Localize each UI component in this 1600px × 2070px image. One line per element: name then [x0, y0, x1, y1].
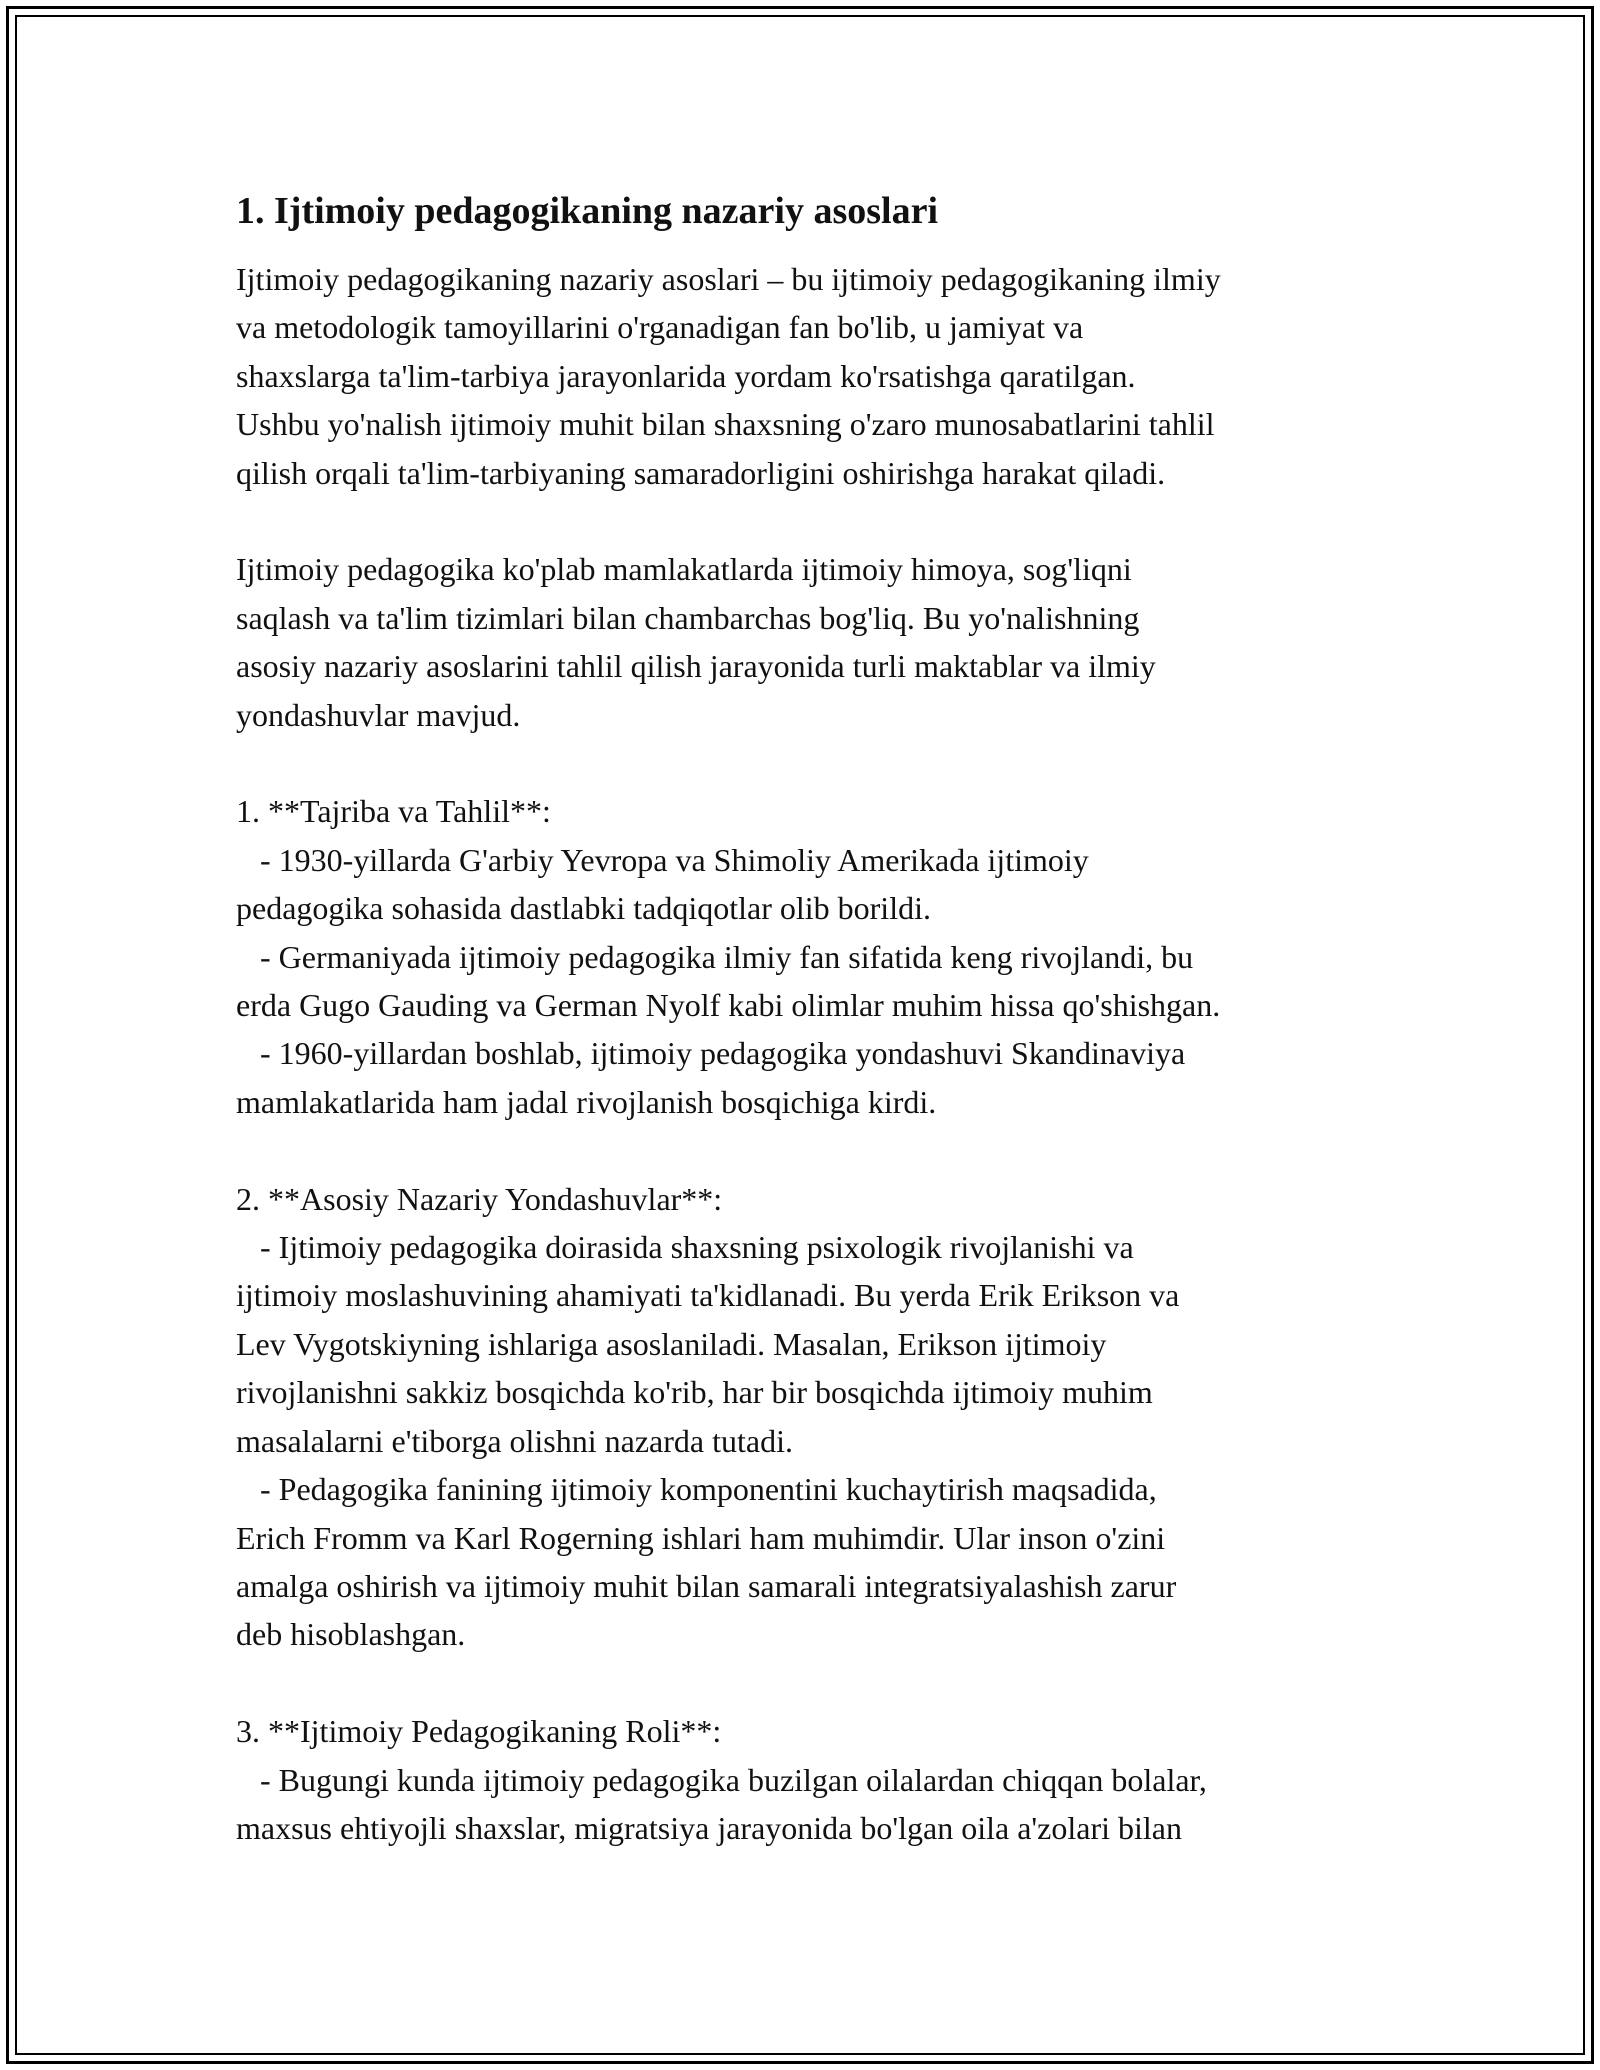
list-item-line: - Ijtimoiy pedagogika doirasida shaxsning psixologik rivojlanishi va: [236, 1229, 1134, 1266]
list-item-line: - 1960-yillardan boshlab, ijtimoiy pedagogika yondashuvi Skandinaviya: [236, 1035, 1186, 1072]
section-asosiy-nazariy-yondashuvlar: [236, 1175, 1416, 1659]
list-item-line: Lev Vygotskiyning ishlariga asoslaniladi. Masalan, Erikson ijtimoiy: [236, 1325, 1107, 1362]
list-item-line: - Germaniyada ijtimoiy pedagogika ilmiy fan sifatida keng rivojlandi, bu: [236, 938, 1194, 975]
list-item-line: - Bugungi kunda ijtimoiy pedagogika buzilgan oilalardan chiqqan bolalar,: [236, 1761, 1207, 1798]
list-item-line: rivojlanishni sakkiz bosqichda ko'rib, har bir bosqichda ijtimoiy muhim: [236, 1374, 1153, 1411]
list-item-line: pedagogika sohasida dastlabki tadqiqotlar olib borildi.: [236, 890, 931, 927]
section-tajriba-va-tahlil: [236, 787, 1416, 1126]
document-body: [236, 185, 1416, 1901]
list-item-line: - 1930-yillarda G'arbiy Yevropa va Shimoliy Amerikada ijtimoiy: [236, 841, 1089, 878]
text-line: yondashuvlar mavjud.: [236, 696, 521, 733]
text-line: Ushbu yo'nalish ijtimoiy muhit bilan shaxsning o'zaro munosabatlarini tahlil: [236, 406, 1215, 443]
text-line: qilish orqali ta'lim-tarbiyaning samaradorligini oshirishga harakat qiladi.: [236, 454, 1166, 491]
section-heading: 1. **Tajriba va Tahlil**:: [236, 793, 551, 830]
intro-paragraph: [236, 255, 1416, 497]
list-item-line: deb hisoblashgan.: [236, 1616, 466, 1653]
section-heading: 2. **Asosiy Nazariy Yondashuvlar**:: [236, 1180, 723, 1217]
text-line: shaxslarga ta'lim-tarbiya jarayonlarida yordam ko'rsatishga qaratilgan.: [236, 357, 1136, 394]
list-item-line: - Pedagogika fanining ijtimoiy komponentini kuchaytirish maqsadida,: [236, 1471, 1157, 1508]
text-line: va metodologik tamoyillarini o'rganadigan fan bo'lib, u jamiyat va: [236, 309, 1084, 346]
section-ijtimoiy-pedagogikaning-roli: [236, 1707, 1416, 1852]
section-heading: 3. **Ijtimoiy Pedagogikaning Roli**:: [236, 1713, 722, 1750]
list-item-line: amalga oshirish va ijtimoiy muhit bilan samarali integratsiyalashish zarur: [236, 1567, 1177, 1604]
list-item-line: ijtimoiy moslashuvining ahamiyati ta'kidlanadi. Bu yerda Erik Erikson va: [236, 1277, 1180, 1314]
list-item-line: maxsus ehtiyojli shaxslar, migratsiya jarayonida bo'lgan oila a'zolari bilan: [236, 1809, 1182, 1846]
text-line: asosiy nazariy asoslarini tahlil qilish jarayonida turli maktablar va ilmiy: [236, 648, 1156, 685]
list-item-line: Erich Fromm va Karl Rogerning ishlari ham muhimdir. Ular inson o'zini: [236, 1519, 1166, 1556]
context-paragraph: [236, 545, 1416, 739]
text-line: Ijtimoiy pedagogikaning nazariy asoslari – bu ijtimoiy pedagogikaning ilmiy: [236, 261, 1221, 297]
list-item-line: erda Gugo Gauding va German Nyolf kabi olimlar muhim hissa qo'shishgan.: [236, 987, 1221, 1024]
text-line: saqlash va ta'lim tizimlari bilan chambarchas bog'liq. Bu yo'nalishning: [236, 599, 1140, 636]
document-title: 1. Ijtimoiy pedagogikaning nazariy asoslari: [236, 190, 938, 232]
text-line: Ijtimoiy pedagogika ko'plab mamlakatlarda ijtimoiy himoya, sog'liqni: [236, 551, 1132, 588]
list-item-line: masalalarni e'tiborga olishni nazarda tutadi.: [236, 1422, 793, 1459]
list-item-line: mamlakatlarida ham jadal rivojlanish bosqichiga kirdi.: [236, 1083, 937, 1120]
